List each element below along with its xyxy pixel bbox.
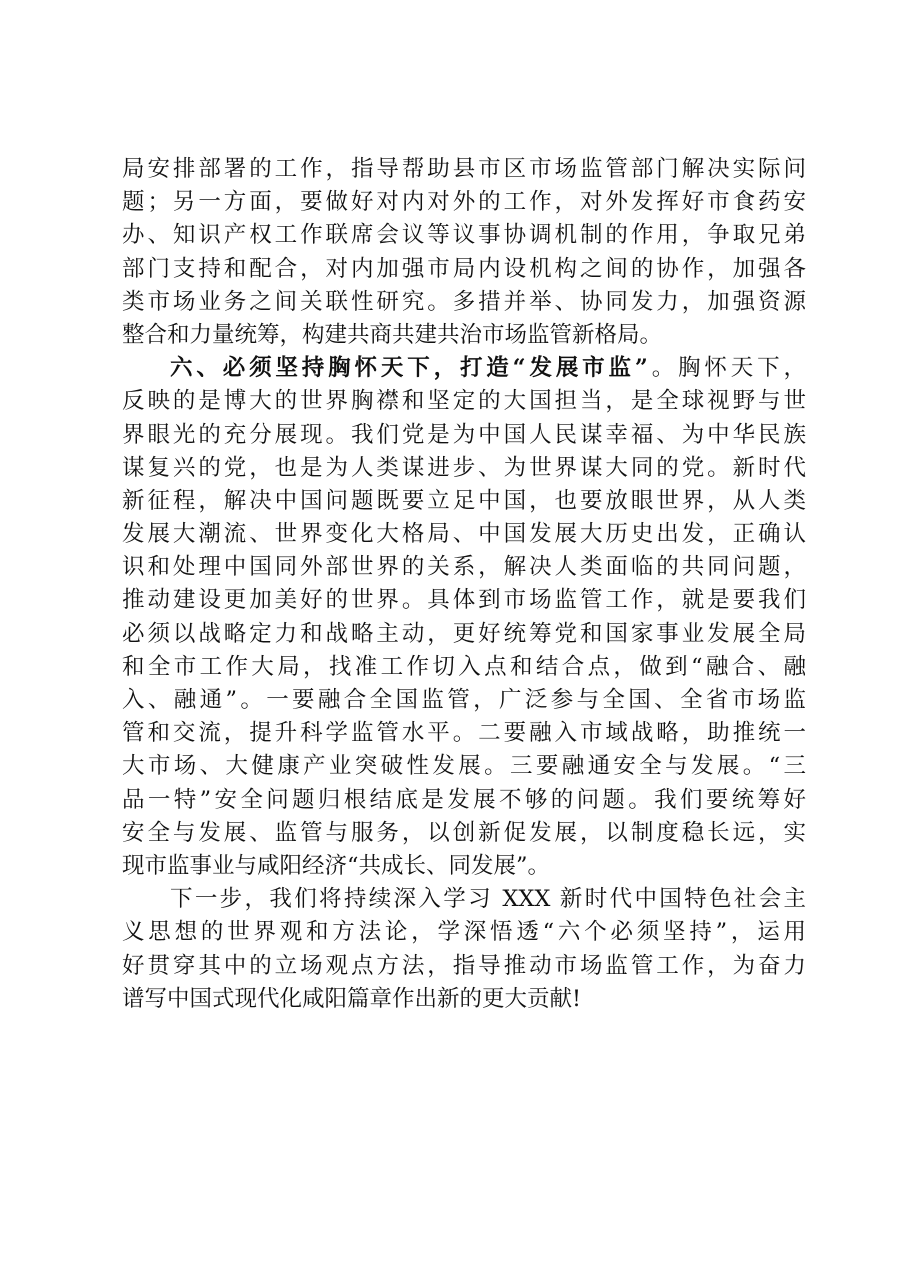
text-line: 类市场业务之间关联性研究。多措并举、协同发力，加强资源: [122, 288, 806, 315]
text-line: 义思想的世界观和方法论，学深悟透“六个必须坚持”，运用: [122, 919, 806, 946]
text-line: 识和处理中国同外部世界的关系，解决人类面临的共同问题，: [122, 554, 806, 581]
text-line: 安全与发展、监管与服务，以创新促发展，以制度稳长远，实: [122, 819, 806, 846]
paragraph-1: [122, 153, 806, 352]
text-line: 现市监事业与咸阳经济“共成长、同发展”。: [122, 852, 551, 879]
section-heading-line: [122, 352, 806, 385]
text-line: 好贯穿其中的立场观点方法，指导推动市场监管工作，为奋力: [122, 952, 806, 979]
text-line: 部门支持和配合，对内加强市局内设机构之间的协作，加强各: [122, 255, 806, 282]
text-line: 谱写中国式现代化咸阳篇章作出新的更大贡献!: [122, 985, 582, 1012]
document-page: [122, 153, 806, 1016]
heading-line-rest: 。胸怀天下，: [647, 355, 806, 382]
text-line: 品一特”安全问题归根结底是发展不够的问题。我们要统筹好: [122, 786, 806, 813]
text-line: 和全市工作大局，找准工作切入点和结合点，做到“融合、融: [122, 653, 806, 680]
paragraph-2: [122, 352, 806, 883]
text-line: 下一步，我们将持续深入学习 XXX 新时代中国特色社会主: [170, 886, 806, 913]
section-heading: 六、必须坚持胸怀天下，打造“发展市监”: [170, 355, 648, 382]
text-line: 新征程，解决中国问题既要立足中国，也要放眼世界，从人类: [122, 487, 806, 514]
text-line: 界眼光的充分展现。我们党是为中国人民谋幸福、为中华民族: [122, 421, 806, 448]
text-line: 谋复兴的党，也是为人类谋进步、为世界谋大同的党。新时代: [122, 454, 806, 481]
text-line: 发展大潮流、世界变化大格局、中国发展大历史出发，正确认: [122, 521, 806, 548]
text-line: 入、融通”。一要融合全国监管，广泛参与全国、全省市场监: [122, 687, 806, 713]
text-line: 大市场、大健康产业突破性发展。三要融通安全与发展。“三: [122, 753, 806, 780]
text-line: 反映的是博大的世界胸襟和坚定的大国担当，是全球视野与世: [122, 388, 806, 415]
text-line: 管和交流，提升科学监管水平。二要融入市域战略，助推统一: [122, 720, 806, 747]
paragraph-3: [122, 883, 806, 1016]
text-line: 推动建设更加美好的世界。具体到市场监管工作，就是要我们: [122, 587, 806, 614]
text-line: 题；另一方面，要做好对内对外的工作，对外发挥好市食药安: [122, 189, 806, 216]
text-line: 办、知识产权工作联席会议等议事协调机制的作用，争取兄弟: [122, 222, 806, 249]
text-line: 整合和力量统筹，构建共商共建共治市场监管新格局。: [122, 321, 663, 348]
text-line: 必须以战略定力和战略主动，更好统筹党和国家事业发展全局: [122, 620, 806, 647]
text-line: 局安排部署的工作，指导帮助县市区市场监管部门解决实际问: [122, 156, 806, 182]
